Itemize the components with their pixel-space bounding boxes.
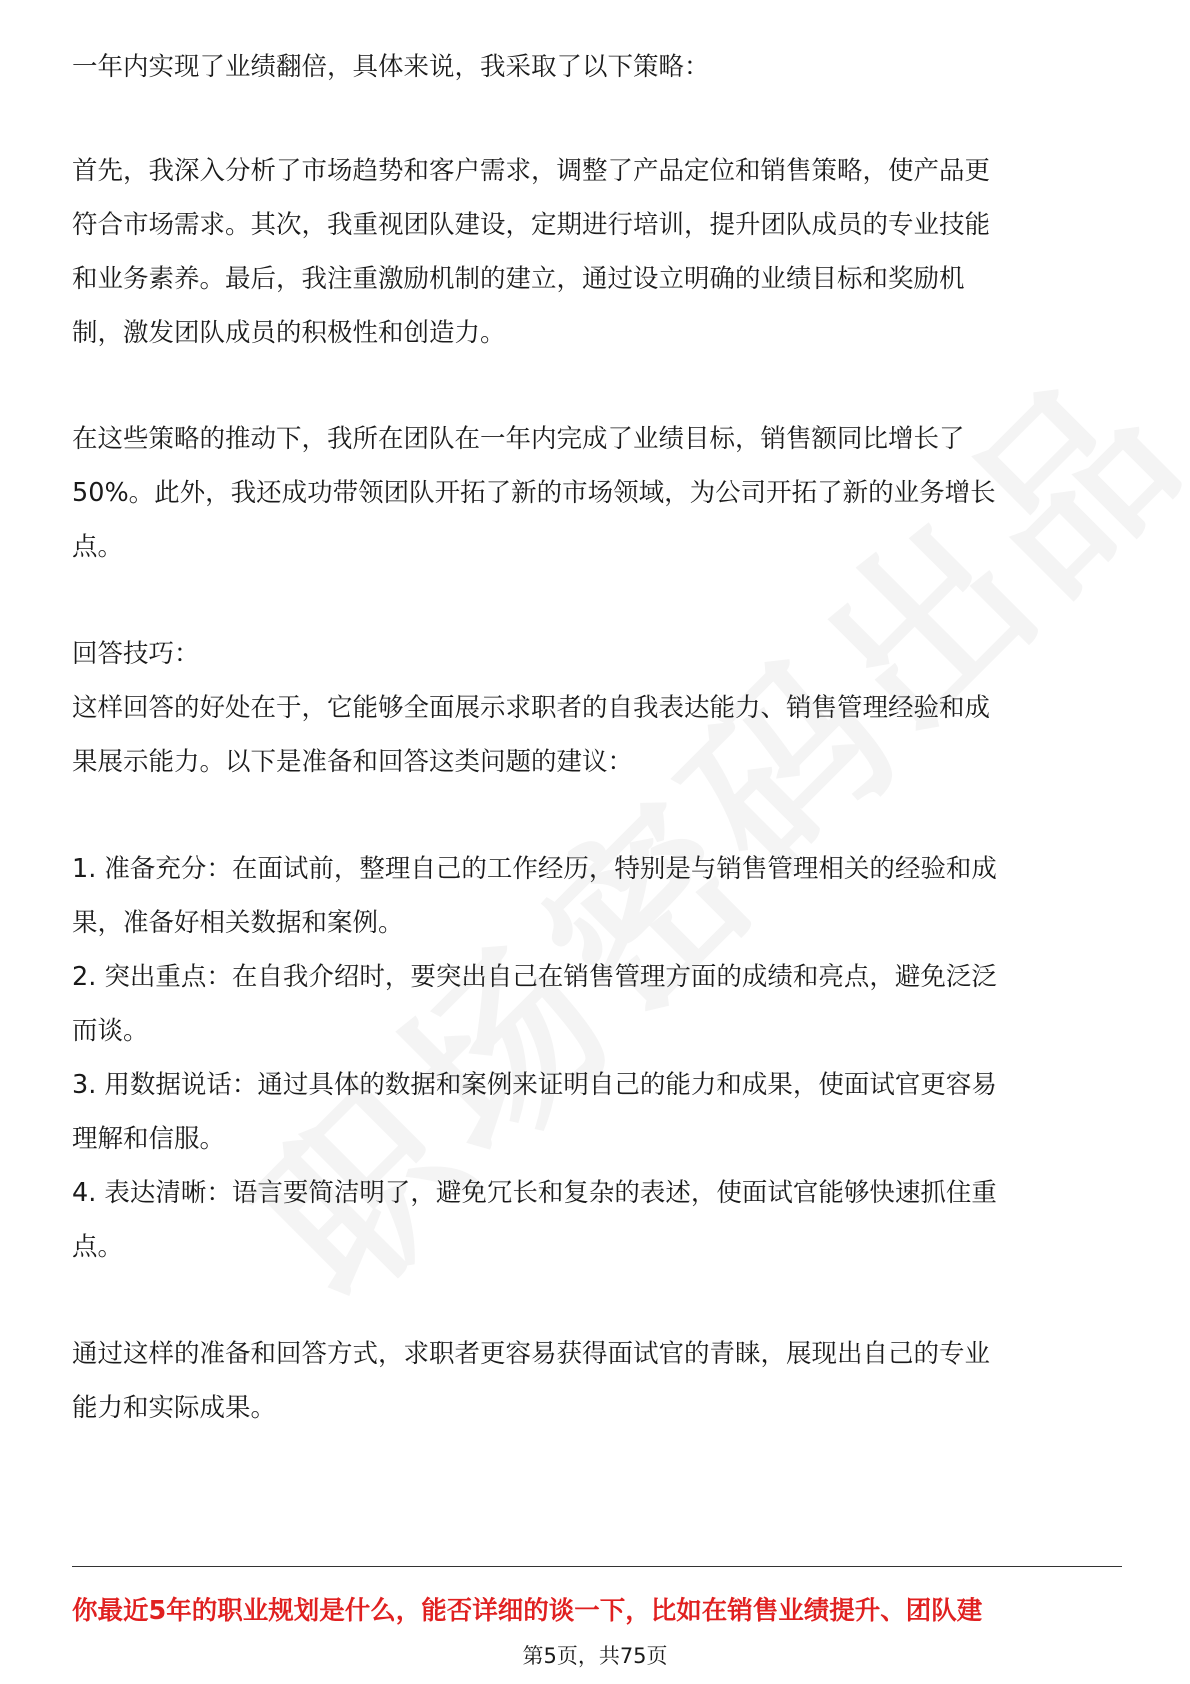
text-line: 制，激发团队成员的积极性和创造力。: [72, 318, 506, 348]
page-number: 第5页，共75页: [522, 1644, 668, 1668]
text-line: 在这些策略的推动下，我所在团队在一年内完成了业绩目标，销售额同比增长了: [72, 424, 965, 454]
text-line: 点。: [72, 532, 124, 562]
list-item-continuation: 而谈。: [72, 1016, 149, 1046]
text-line: 能力和实际成果。: [72, 1393, 277, 1423]
list-item-continuation: 点。: [72, 1232, 124, 1262]
list-item-continuation: 果，准备好相关数据和案例。: [72, 908, 404, 938]
text-line: 和业务素养。最后，我注重激励机制的建立，通过设立明确的业绩目标和奖励机: [72, 264, 965, 294]
next-question-heading: 你最近5年的职业规划是什么，能否详细的谈一下，比如在销售业绩提升、团队建: [72, 1596, 983, 1626]
section-heading: 回答技巧：: [72, 639, 200, 669]
text-line: 通过这样的准备和回答方式，求职者更容易获得面试官的青睐，展现出自己的专业: [72, 1339, 991, 1369]
text-line: 首先，我深入分析了市场趋势和客户需求，调整了产品定位和销售策略，使产品更: [72, 156, 991, 186]
list-item-continuation: 理解和信服。: [72, 1124, 226, 1154]
text-line: 符合市场需求。其次，我重视团队建设，定期进行培训，提升团队成员的专业技能: [72, 210, 991, 240]
text-line: 这样回答的好处在于，它能够全面展示求职者的自我表达能力、销售管理经验和成: [72, 693, 991, 723]
text-line: 50%。此外，我还成功带领团队开拓了新的市场领域，为公司开拓了新的业务增长: [72, 478, 996, 508]
list-item: 2. 突出重点：在自我介绍时，要突出自己在销售管理方面的成绩和亮点，避免泛泛: [72, 962, 997, 992]
divider: [72, 1566, 1122, 1567]
list-item: 4. 表达清晰：语言要简洁明了，避免冗长和复杂的表述，使面试官能够快速抓住重: [72, 1178, 997, 1208]
list-item: 1. 准备充分：在面试前，整理自己的工作经历，特别是与销售管理相关的经验和成: [72, 854, 997, 884]
watermark: [190, 446, 1090, 1346]
list-item: 3. 用数据说话：通过具体的数据和案例来证明自己的能力和成果，使面试官更容易: [72, 1070, 997, 1100]
text-line: 一年内实现了业绩翻倍，具体来说，我采取了以下策略：: [72, 52, 710, 82]
text-line: 果展示能力。以下是准备和回答这类问题的建议：: [72, 747, 634, 777]
